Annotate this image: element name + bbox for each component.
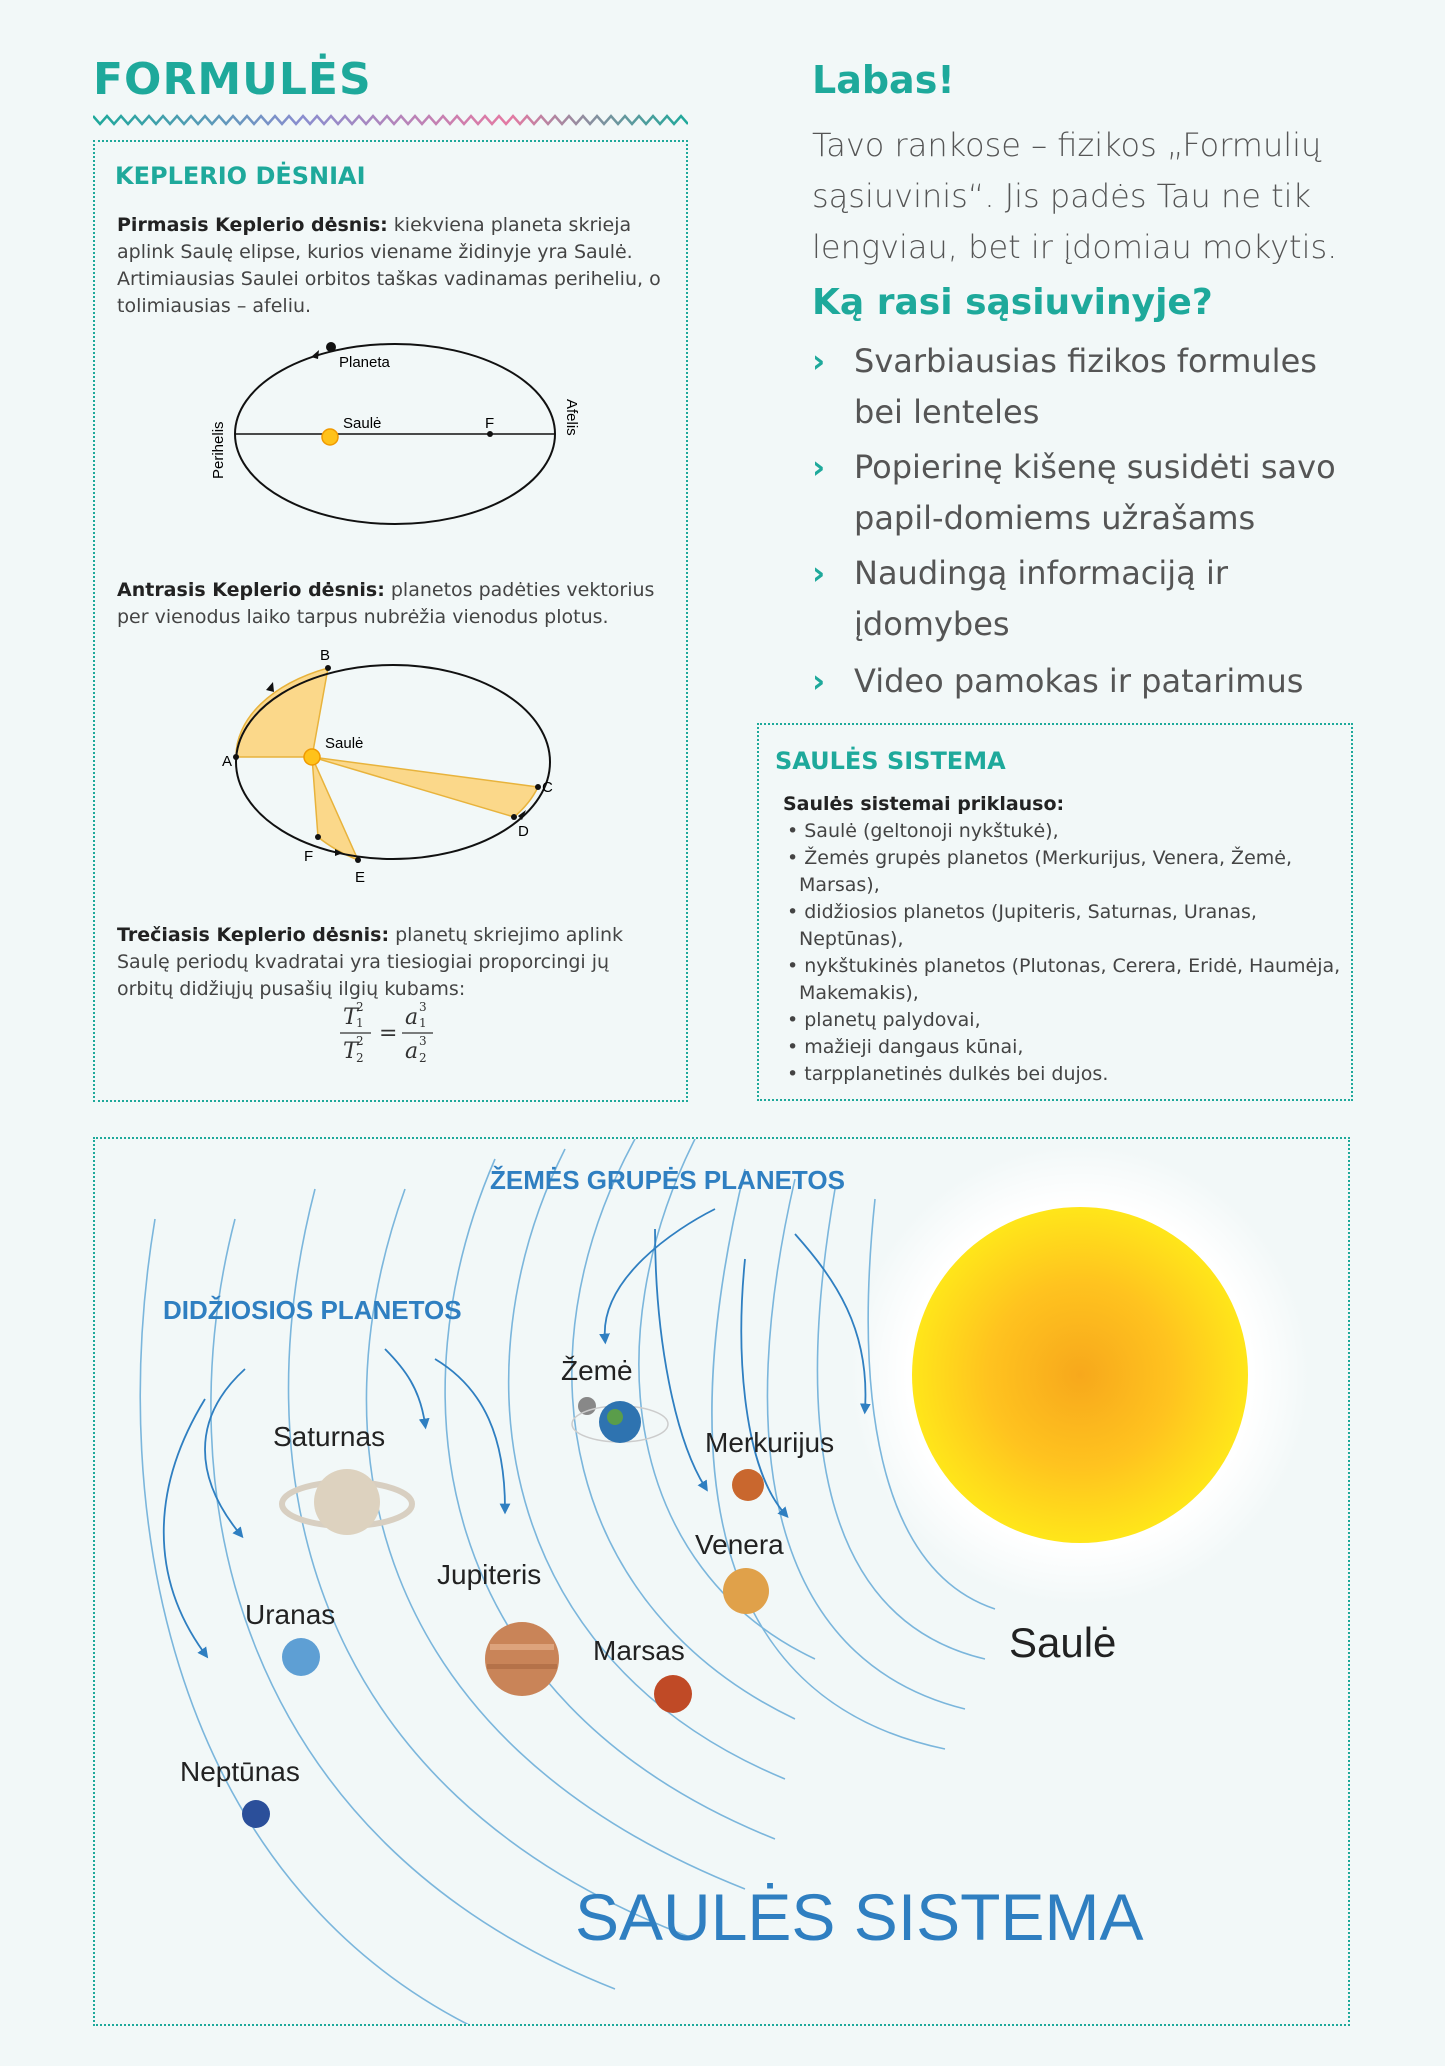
chevron-right-icon: › [812,662,826,700]
svg-text:2: 2 [356,1051,364,1065]
law-3-name: Trečiasis Keplerio dėsnis: [117,924,390,946]
neptune-illustration [242,1800,270,1828]
chevron-right-icon: › [812,554,826,592]
sun-label: Saulė [325,735,364,752]
jupiter-illustration [485,1622,559,1696]
list-item-text: Video pamokas ir patarimus [854,662,1304,700]
law-2-name: Antrasis Keplerio dėsnis: [117,579,385,601]
sun-illustration [912,1207,1248,1543]
list-item [812,548,1372,650]
law-1-name: Pirmasis Keplerio dėsnis: [117,214,388,236]
focus-label: F [485,415,495,432]
svg-text:2: 2 [356,1000,364,1014]
saturn-illustration [314,1469,380,1535]
zigzag-divider [93,112,688,128]
sun-dot [304,749,320,765]
chevron-right-icon: › [812,342,826,380]
solar-system-list [783,818,1343,1088]
svg-text:1: 1 [356,1016,364,1030]
svg-text:=: = [379,1021,398,1046]
label-mercury: Merkurijus [705,1427,835,1458]
solar-system-title: SAULĖS SISTEMA [775,747,1006,775]
greeting-text: Tavo rankose – fizikos „Formulių sąsiuvinis“. Jis padės Tau ne tik lengviau, bet ir įdomiau mokytis. [812,126,1338,266]
svg-text:2: 2 [356,1034,364,1048]
svg-text:T: T [343,1005,358,1030]
diagram-title: SAULĖS SISTEMA [575,1880,1144,1954]
label-jupiter: Jupiteris [437,1559,542,1590]
list-item: • Saulė (geltonoji nykštukė), [783,818,1343,845]
list-item: • Žemės grupės planetos (Merkurijus, Venera, Žemė, Marsas), [783,845,1343,899]
kepler-ellipse-figure [205,337,585,527]
kepler-formula [335,994,445,1074]
label-uranus: Uranas [245,1599,336,1630]
list-item-text: Popierinę kišenę susidėti savo papil-domiems užrašams [854,448,1336,537]
svg-text:a: a [405,1039,419,1064]
list-item: • mažieji dangaus kūnai, [783,1034,1343,1061]
point-e: E [355,869,366,882]
kepler-law-1 [117,212,667,320]
list-item: • tarpplanetinės dulkės bei dujos. [783,1061,1343,1088]
mercury-illustration [732,1469,764,1501]
point-f: F [304,848,314,865]
label-neptune: Neptūnas [180,1756,300,1787]
kepler-title: KEPLERIO DĖSNIAI [115,162,366,190]
sun-dot [322,429,338,445]
page-title: FORMULĖS [93,54,372,105]
venus-illustration [723,1568,769,1614]
planet-dot [326,342,336,352]
solar-system-box [757,723,1353,1101]
greeting-subtitle: Ką rasi sąsiuvinyje? [812,282,1213,323]
law-1-text: kiekviena planeta skrieja aplink Saulę elipse, kurios viename židinyje yra Saulė. Artimiausias Saulei orbitos taškas vadinamas periheliu, o tolimiausias – afeliu. [117,214,661,317]
mars-illustration [654,1675,692,1713]
law-2-text: planetos padėties vektorius per vienodus laiko tarpus nubrėžia vienodus plotus. [117,579,655,628]
greeting-list [812,336,1372,707]
svg-text:1: 1 [419,1016,427,1030]
sun-label: Saulė [343,415,382,432]
list-item: • nykštukinės planetos (Plutonas, Cerera, Eridė, Haumėja, Makemakis), [783,953,1343,1007]
svg-text:T: T [343,1039,358,1064]
svg-text:3: 3 [419,1034,427,1048]
label-earth: Žemė [561,1355,633,1386]
kepler-law-3 [117,922,667,1003]
list-item-text: Naudingą informaciją ir įdomybes [854,554,1228,643]
solar-system-diagram [93,1137,1350,2026]
group-label-giants: DIDŽIOSIOS PLANETOS [163,1295,462,1325]
point-d: D [518,823,529,840]
point-b: B [320,647,331,664]
svg-text:3: 3 [419,1000,427,1014]
point-a: A [222,753,233,770]
group-label-terrestrial: ŽEMĖS GRUPĖS PLANETOS [490,1165,845,1195]
kepler-law-2 [117,577,667,631]
chevron-right-icon: › [812,448,826,486]
planet-label: Planeta [339,354,390,371]
aphelion-label: Afelis [563,399,580,436]
law-3-text: planetų skriejimo aplink Saulę periodų kvadratai yra tiesiogiai proporcingi jų orbitų didžiųjų pusašių ilgių kubams: [117,924,624,1000]
label-sun: Saulė [1009,1619,1117,1666]
svg-text:2: 2 [419,1051,427,1065]
list-item-text: Svarbiausias fizikos formules bei lenteles [854,342,1317,431]
label-saturn: Saturnas [273,1421,386,1452]
solar-system-content [783,791,1343,1088]
list-item [812,656,1372,707]
moon-illustration [578,1397,596,1415]
list-item [812,336,1372,438]
list-item: • didžiosios planetos (Jupiteris, Saturnas, Uranas, Neptūnas), [783,899,1343,953]
label-mars: Marsas [593,1635,685,1666]
point-c: C [542,779,553,796]
list-item: • planetų palydovai, [783,1007,1343,1034]
label-venus: Venera [695,1529,784,1560]
kepler-box [93,140,688,1102]
perihelion-label: Perihelis [210,421,227,479]
greeting-title: Labas! [812,58,955,102]
uranus-illustration [282,1638,320,1676]
list-item [812,442,1372,544]
kepler-areas-figure [220,642,560,882]
solar-system-lead: Saulės sistemai priklauso: [783,793,1065,815]
svg-text:a: a [405,1005,419,1030]
